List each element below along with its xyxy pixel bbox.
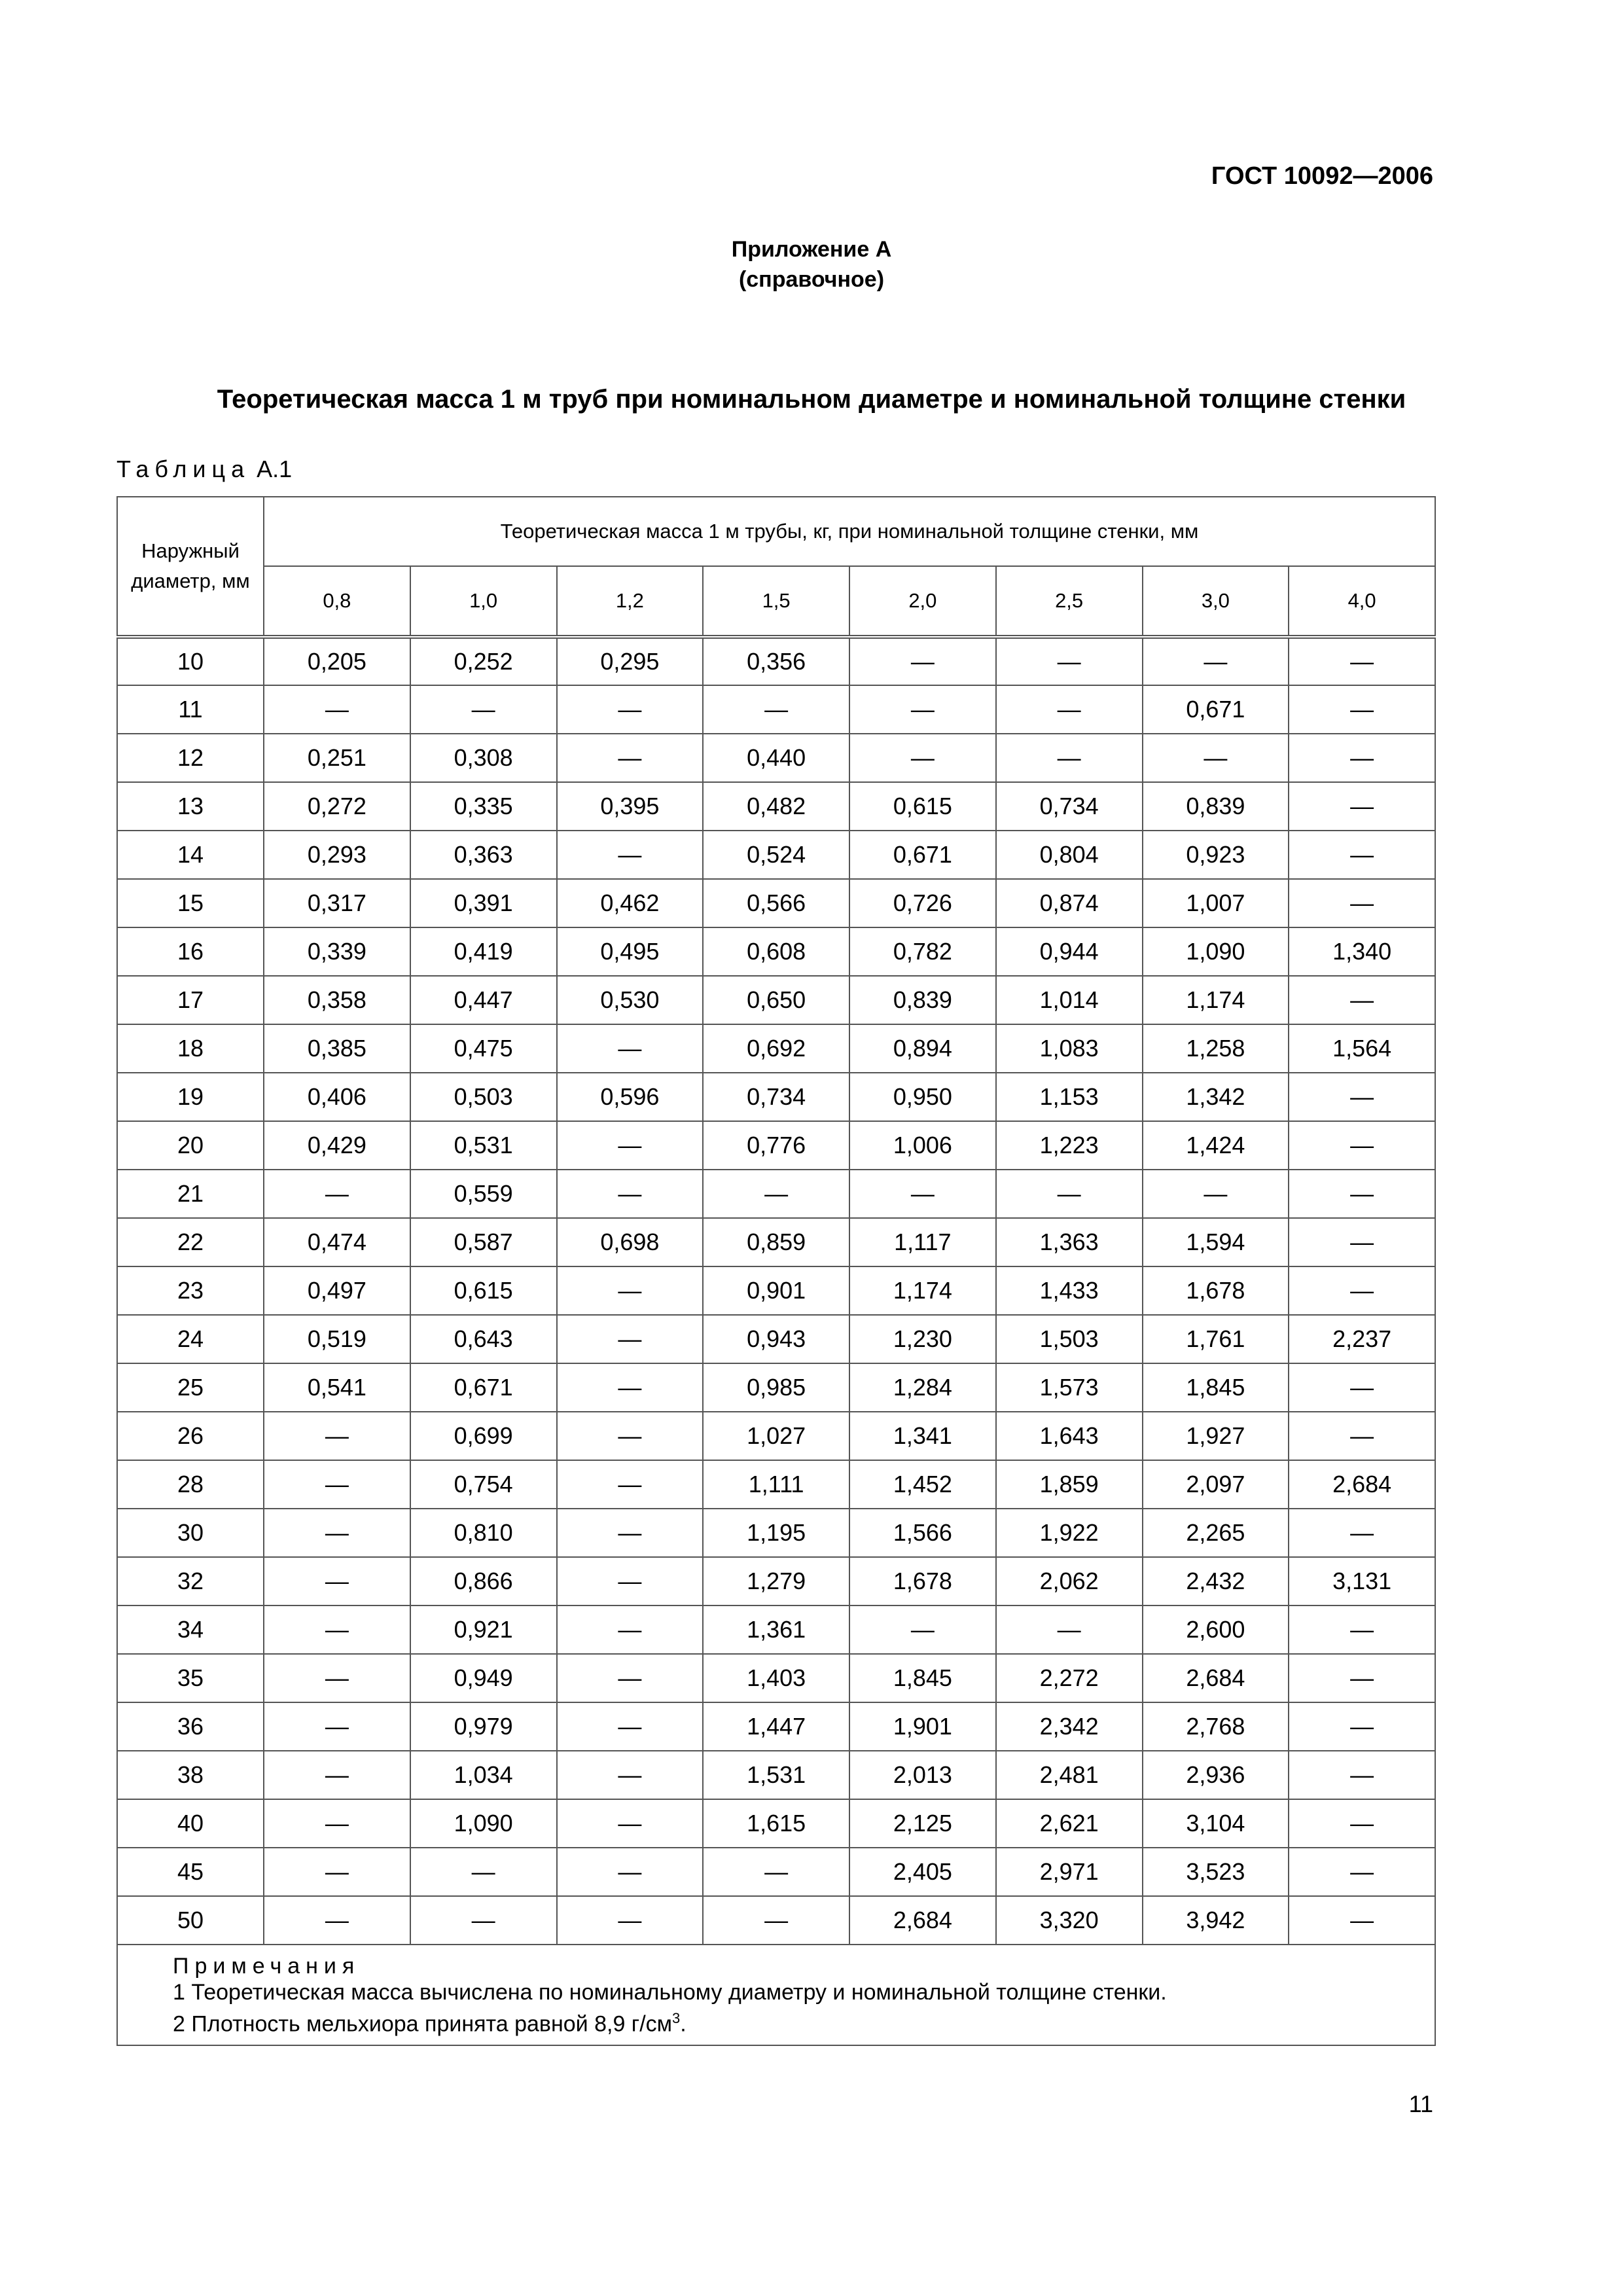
diameter-cell: 24 bbox=[117, 1315, 264, 1363]
mass-cell: — bbox=[703, 1170, 849, 1218]
diameter-cell: 28 bbox=[117, 1460, 264, 1509]
diameter-cell: 38 bbox=[117, 1751, 264, 1799]
mass-cell: 1,452 bbox=[849, 1460, 996, 1509]
mass-cell: 2,432 bbox=[1143, 1557, 1289, 1605]
mass-cell: 0,482 bbox=[703, 782, 849, 831]
mass-cell: 0,923 bbox=[1143, 831, 1289, 879]
mass-cell: 1,433 bbox=[996, 1266, 1143, 1315]
mass-cell: 0,419 bbox=[410, 927, 557, 976]
table-row bbox=[117, 1557, 1435, 1605]
mass-cell: — bbox=[557, 1266, 704, 1315]
mass-cell: 3,942 bbox=[1143, 1896, 1289, 1945]
mass-cell: 0,901 bbox=[703, 1266, 849, 1315]
mass-cell: — bbox=[264, 1896, 410, 1945]
diameter-cell: 17 bbox=[117, 976, 264, 1024]
mass-cell: 0,671 bbox=[410, 1363, 557, 1412]
annex-title: Приложение А bbox=[731, 237, 892, 262]
mass-cell: 0,804 bbox=[996, 831, 1143, 879]
mass-cell: 2,684 bbox=[1289, 1460, 1435, 1509]
mass-cell: — bbox=[1143, 637, 1289, 685]
mass-cell: 1,014 bbox=[996, 976, 1143, 1024]
mass-cell: 0,692 bbox=[703, 1024, 849, 1073]
mass-cell: — bbox=[1289, 637, 1435, 685]
mass-cell: 2,237 bbox=[1289, 1315, 1435, 1363]
notes-header: Примечания bbox=[173, 1954, 361, 1979]
table-row bbox=[117, 685, 1435, 734]
diameter-cell: 25 bbox=[117, 1363, 264, 1412]
mass-cell: 1,503 bbox=[996, 1315, 1143, 1363]
mass-cell: — bbox=[1289, 1605, 1435, 1654]
mass-cell: 0,726 bbox=[849, 879, 996, 927]
mass-cell: — bbox=[996, 1605, 1143, 1654]
mass-cell: 1,447 bbox=[703, 1702, 849, 1751]
mass-cell: — bbox=[1289, 831, 1435, 879]
table-caption-number: А.1 bbox=[257, 456, 293, 482]
mass-cell: — bbox=[1289, 1509, 1435, 1557]
mass-cell: — bbox=[849, 637, 996, 685]
mass-cell: — bbox=[557, 734, 704, 782]
mass-cell: 1,531 bbox=[703, 1751, 849, 1799]
mass-cell: — bbox=[703, 685, 849, 734]
mass-cell: 0,776 bbox=[703, 1121, 849, 1170]
mass-cell: 0,859 bbox=[703, 1218, 849, 1266]
mass-cell: 0,839 bbox=[1143, 782, 1289, 831]
group-header: Теоретическая масса 1 м трубы, кг, при номинальной толщине стенки, мм bbox=[264, 497, 1435, 566]
mass-cell: 1,195 bbox=[703, 1509, 849, 1557]
mass-cell: 1,901 bbox=[849, 1702, 996, 1751]
mass-cell: 2,342 bbox=[996, 1702, 1143, 1751]
mass-cell: — bbox=[1289, 1412, 1435, 1460]
mass-cell: 0,475 bbox=[410, 1024, 557, 1073]
mass-cell: 1,034 bbox=[410, 1751, 557, 1799]
mass-cell: — bbox=[557, 1363, 704, 1412]
standard-id: ГОСТ 10092—2006 bbox=[1211, 162, 1433, 190]
table-row bbox=[117, 1218, 1435, 1266]
mass-cell: 0,495 bbox=[557, 927, 704, 976]
mass-cell: 0,541 bbox=[264, 1363, 410, 1412]
mass-cell: 0,363 bbox=[410, 831, 557, 879]
table-row bbox=[117, 734, 1435, 782]
mass-cell: 2,125 bbox=[849, 1799, 996, 1848]
mass-cell: 0,985 bbox=[703, 1363, 849, 1412]
mass-cell: 1,564 bbox=[1289, 1024, 1435, 1073]
thickness-header: 3,0 bbox=[1143, 566, 1289, 637]
mass-cell: 0,395 bbox=[557, 782, 704, 831]
mass-cell: — bbox=[557, 831, 704, 879]
mass-cell: — bbox=[264, 1170, 410, 1218]
mass-cell: 0,272 bbox=[264, 782, 410, 831]
mass-cell: 1,340 bbox=[1289, 927, 1435, 976]
diameter-cell: 35 bbox=[117, 1654, 264, 1702]
density-exponent: 3 bbox=[672, 2010, 681, 2026]
mass-cell: 2,265 bbox=[1143, 1509, 1289, 1557]
mass-cell: — bbox=[849, 685, 996, 734]
thickness-header: 0,8 bbox=[264, 566, 410, 637]
mass-cell: — bbox=[264, 1557, 410, 1605]
diameter-cell: 34 bbox=[117, 1605, 264, 1654]
mass-cell: 1,027 bbox=[703, 1412, 849, 1460]
table-row bbox=[117, 1121, 1435, 1170]
mass-cell: 2,272 bbox=[996, 1654, 1143, 1702]
mass-cell: — bbox=[1289, 1702, 1435, 1751]
mass-cell: 1,006 bbox=[849, 1121, 996, 1170]
mass-cell: — bbox=[1289, 1363, 1435, 1412]
mass-cell: — bbox=[1289, 879, 1435, 927]
mass-cell: — bbox=[264, 1751, 410, 1799]
table-row bbox=[117, 1654, 1435, 1702]
mass-cell: 0,587 bbox=[410, 1218, 557, 1266]
mass-cell: — bbox=[557, 1557, 704, 1605]
mass-cell: — bbox=[996, 734, 1143, 782]
mass-cell: — bbox=[557, 1605, 704, 1654]
diameter-cell: 26 bbox=[117, 1412, 264, 1460]
mass-cell: 2,097 bbox=[1143, 1460, 1289, 1509]
mass-cell: 0,810 bbox=[410, 1509, 557, 1557]
mass-cell: 0,650 bbox=[703, 976, 849, 1024]
mass-cell: 2,013 bbox=[849, 1751, 996, 1799]
diameter-cell: 12 bbox=[117, 734, 264, 782]
mass-cell: — bbox=[264, 1654, 410, 1702]
mass-cell: 1,258 bbox=[1143, 1024, 1289, 1073]
mass-cell: 1,174 bbox=[1143, 976, 1289, 1024]
table-row bbox=[117, 782, 1435, 831]
mass-cell: 1,361 bbox=[703, 1605, 849, 1654]
mass-cell: 1,424 bbox=[1143, 1121, 1289, 1170]
mass-cell: — bbox=[1289, 782, 1435, 831]
mass-cell: 1,363 bbox=[996, 1218, 1143, 1266]
mass-cell: — bbox=[557, 1460, 704, 1509]
mass-table bbox=[116, 496, 1436, 2046]
mass-cell: 1,845 bbox=[1143, 1363, 1289, 1412]
mass-cell: 2,600 bbox=[1143, 1605, 1289, 1654]
table-row bbox=[117, 1848, 1435, 1896]
mass-cell: 1,090 bbox=[1143, 927, 1289, 976]
mass-cell: 1,341 bbox=[849, 1412, 996, 1460]
mass-cell: — bbox=[264, 1412, 410, 1460]
table-row bbox=[117, 1266, 1435, 1315]
mass-cell: — bbox=[264, 1605, 410, 1654]
mass-cell: — bbox=[557, 1170, 704, 1218]
mass-cell: — bbox=[703, 1848, 849, 1896]
table-row bbox=[117, 1460, 1435, 1509]
mass-cell: — bbox=[1143, 1170, 1289, 1218]
diameter-cell: 36 bbox=[117, 1702, 264, 1751]
mass-cell: 1,859 bbox=[996, 1460, 1143, 1509]
diameter-cell: 32 bbox=[117, 1557, 264, 1605]
table-notes bbox=[117, 1945, 1435, 2045]
mass-cell: — bbox=[1289, 1218, 1435, 1266]
mass-cell: 0,385 bbox=[264, 1024, 410, 1073]
table-row bbox=[117, 1073, 1435, 1121]
mass-cell: — bbox=[557, 1702, 704, 1751]
thickness-header: 2,5 bbox=[996, 566, 1143, 637]
mass-cell: — bbox=[264, 1848, 410, 1896]
mass-cell: — bbox=[1289, 685, 1435, 734]
diameter-cell: 19 bbox=[117, 1073, 264, 1121]
mass-cell: 1,566 bbox=[849, 1509, 996, 1557]
diameter-cell: 22 bbox=[117, 1218, 264, 1266]
mass-cell: 1,111 bbox=[703, 1460, 849, 1509]
table-row bbox=[117, 1702, 1435, 1751]
mass-cell: 0,671 bbox=[849, 831, 996, 879]
page-number: 11 bbox=[1408, 2090, 1433, 2117]
mass-cell: 0,566 bbox=[703, 879, 849, 927]
mass-cell: 0,699 bbox=[410, 1412, 557, 1460]
mass-cell: — bbox=[557, 1315, 704, 1363]
diameter-cell: 21 bbox=[117, 1170, 264, 1218]
mass-cell: 0,524 bbox=[703, 831, 849, 879]
diameter-cell: 15 bbox=[117, 879, 264, 927]
document-title: Теоретическая масса 1 м труб при номинальном диаметре и номинальной толщине стенки bbox=[217, 385, 1406, 414]
mass-cell: 1,174 bbox=[849, 1266, 996, 1315]
mass-cell: 0,474 bbox=[264, 1218, 410, 1266]
mass-cell: 2,062 bbox=[996, 1557, 1143, 1605]
table-row bbox=[117, 1412, 1435, 1460]
mass-cell: — bbox=[1289, 1799, 1435, 1848]
mass-cell: 0,754 bbox=[410, 1460, 557, 1509]
mass-cell: 0,943 bbox=[703, 1315, 849, 1363]
mass-cell: — bbox=[410, 1848, 557, 1896]
mass-cell: 3,320 bbox=[996, 1896, 1143, 1945]
annex-subtitle: (справочное) bbox=[738, 267, 885, 292]
mass-cell: 2,405 bbox=[849, 1848, 996, 1896]
table-row bbox=[117, 1170, 1435, 1218]
table-row bbox=[117, 1605, 1435, 1654]
mass-cell: 0,894 bbox=[849, 1024, 996, 1073]
mass-cell: — bbox=[557, 1024, 704, 1073]
mass-cell: — bbox=[1143, 734, 1289, 782]
mass-cell: — bbox=[264, 1460, 410, 1509]
mass-cell: 0,519 bbox=[264, 1315, 410, 1363]
table-row bbox=[117, 1751, 1435, 1799]
mass-cell: 1,090 bbox=[410, 1799, 557, 1848]
mass-cell: 0,391 bbox=[410, 879, 557, 927]
mass-cell: 0,295 bbox=[557, 637, 704, 685]
mass-cell: — bbox=[1289, 1751, 1435, 1799]
mass-cell: — bbox=[557, 685, 704, 734]
diameter-cell: 45 bbox=[117, 1848, 264, 1896]
mass-cell: — bbox=[557, 1896, 704, 1945]
mass-cell: 0,671 bbox=[1143, 685, 1289, 734]
mass-cell: — bbox=[557, 1509, 704, 1557]
mass-cell: — bbox=[1289, 976, 1435, 1024]
mass-cell: 1,845 bbox=[849, 1654, 996, 1702]
note-item: 1 Теоретическая масса вычислена по номинальному диаметру и номинальной толщине стенки. bbox=[173, 1980, 1167, 2005]
table-row bbox=[117, 1363, 1435, 1412]
diameter-header: Наружный диаметр, мм bbox=[117, 497, 264, 637]
diameter-cell: 16 bbox=[117, 927, 264, 976]
mass-cell: — bbox=[264, 1799, 410, 1848]
table-row bbox=[117, 1315, 1435, 1363]
mass-cell: 0,503 bbox=[410, 1073, 557, 1121]
mass-cell: — bbox=[264, 685, 410, 734]
mass-cell: — bbox=[1289, 1073, 1435, 1121]
mass-cell: — bbox=[849, 1170, 996, 1218]
mass-cell: 0,447 bbox=[410, 976, 557, 1024]
mass-cell: 1,678 bbox=[1143, 1266, 1289, 1315]
mass-cell: 3,523 bbox=[1143, 1848, 1289, 1896]
mass-cell: 0,944 bbox=[996, 927, 1143, 976]
note-end: . bbox=[680, 2011, 687, 2037]
table-row bbox=[117, 976, 1435, 1024]
mass-cell: — bbox=[1289, 1654, 1435, 1702]
thickness-header: 1,0 bbox=[410, 566, 557, 637]
mass-cell: 0,406 bbox=[264, 1073, 410, 1121]
mass-cell: 2,768 bbox=[1143, 1702, 1289, 1751]
mass-cell: — bbox=[996, 1170, 1143, 1218]
mass-cell: 0,335 bbox=[410, 782, 557, 831]
mass-cell: 2,684 bbox=[1143, 1654, 1289, 1702]
table-caption bbox=[116, 456, 292, 483]
mass-cell: 0,615 bbox=[849, 782, 996, 831]
mass-cell: — bbox=[410, 1896, 557, 1945]
mass-cell: 0,497 bbox=[264, 1266, 410, 1315]
mass-cell: — bbox=[849, 1605, 996, 1654]
diameter-cell: 50 bbox=[117, 1896, 264, 1945]
table-row bbox=[117, 1024, 1435, 1073]
mass-cell: 2,621 bbox=[996, 1799, 1143, 1848]
mass-cell: 0,608 bbox=[703, 927, 849, 976]
mass-cell: 1,007 bbox=[1143, 879, 1289, 927]
mass-cell: 1,615 bbox=[703, 1799, 849, 1848]
mass-cell: — bbox=[1289, 1848, 1435, 1896]
mass-cell: — bbox=[264, 1702, 410, 1751]
mass-cell: 0,921 bbox=[410, 1605, 557, 1654]
table-caption-word: Таблица bbox=[116, 456, 251, 482]
mass-cell: 1,761 bbox=[1143, 1315, 1289, 1363]
mass-cell: 0,317 bbox=[264, 879, 410, 927]
mass-cell: 3,104 bbox=[1143, 1799, 1289, 1848]
mass-cell: 1,279 bbox=[703, 1557, 849, 1605]
thickness-header: 1,5 bbox=[703, 566, 849, 637]
mass-cell: 1,594 bbox=[1143, 1218, 1289, 1266]
mass-cell: 1,678 bbox=[849, 1557, 996, 1605]
mass-cell: 1,927 bbox=[1143, 1412, 1289, 1460]
mass-cell: 1,403 bbox=[703, 1654, 849, 1702]
thickness-header: 2,0 bbox=[849, 566, 996, 637]
diameter-cell: 18 bbox=[117, 1024, 264, 1073]
mass-cell: 1,342 bbox=[1143, 1073, 1289, 1121]
mass-cell: 0,252 bbox=[410, 637, 557, 685]
mass-cell: — bbox=[1289, 734, 1435, 782]
mass-cell: — bbox=[996, 685, 1143, 734]
mass-cell: — bbox=[410, 685, 557, 734]
mass-cell: — bbox=[703, 1896, 849, 1945]
mass-cell: — bbox=[264, 1509, 410, 1557]
mass-cell: 2,481 bbox=[996, 1751, 1143, 1799]
mass-cell: 0,782 bbox=[849, 927, 996, 976]
mass-cell: 2,971 bbox=[996, 1848, 1143, 1896]
diameter-cell: 20 bbox=[117, 1121, 264, 1170]
table-row bbox=[117, 1509, 1435, 1557]
diameter-cell: 14 bbox=[117, 831, 264, 879]
mass-cell: 1,223 bbox=[996, 1121, 1143, 1170]
mass-cell: — bbox=[1289, 1896, 1435, 1945]
mass-cell: 0,979 bbox=[410, 1702, 557, 1751]
table-row bbox=[117, 879, 1435, 927]
table-row bbox=[117, 831, 1435, 879]
mass-cell: 0,531 bbox=[410, 1121, 557, 1170]
mass-cell: 0,205 bbox=[264, 637, 410, 685]
diameter-cell: 13 bbox=[117, 782, 264, 831]
mass-cell: 0,698 bbox=[557, 1218, 704, 1266]
mass-cell: — bbox=[557, 1751, 704, 1799]
mass-cell: 0,949 bbox=[410, 1654, 557, 1702]
mass-cell: 1,922 bbox=[996, 1509, 1143, 1557]
mass-cell: 2,936 bbox=[1143, 1751, 1289, 1799]
mass-cell: 1,643 bbox=[996, 1412, 1143, 1460]
mass-cell: 0,251 bbox=[264, 734, 410, 782]
mass-cell: 0,950 bbox=[849, 1073, 996, 1121]
mass-cell: — bbox=[557, 1654, 704, 1702]
mass-cell: 0,358 bbox=[264, 976, 410, 1024]
mass-cell: 0,293 bbox=[264, 831, 410, 879]
diameter-cell: 10 bbox=[117, 637, 264, 685]
mass-cell: 0,866 bbox=[410, 1557, 557, 1605]
mass-cell: 1,573 bbox=[996, 1363, 1143, 1412]
mass-cell: 0,874 bbox=[996, 879, 1143, 927]
mass-cell: 0,462 bbox=[557, 879, 704, 927]
mass-cell: 0,734 bbox=[996, 782, 1143, 831]
diameter-cell: 30 bbox=[117, 1509, 264, 1557]
mass-cell: 0,596 bbox=[557, 1073, 704, 1121]
thickness-header: 1,2 bbox=[557, 566, 704, 637]
table-row bbox=[117, 1896, 1435, 1945]
mass-cell: — bbox=[557, 1121, 704, 1170]
mass-cell: 1,230 bbox=[849, 1315, 996, 1363]
note-item bbox=[173, 2005, 1435, 2037]
table-row bbox=[117, 1799, 1435, 1848]
thickness-header: 4,0 bbox=[1289, 566, 1435, 637]
mass-cell: 2,684 bbox=[849, 1896, 996, 1945]
annex-heading bbox=[0, 234, 1623, 295]
diameter-cell: 11 bbox=[117, 685, 264, 734]
mass-cell: 0,559 bbox=[410, 1170, 557, 1218]
mass-cell: — bbox=[557, 1799, 704, 1848]
table-row bbox=[117, 637, 1435, 685]
mass-cell: 1,284 bbox=[849, 1363, 996, 1412]
mass-cell: — bbox=[1289, 1170, 1435, 1218]
mass-cell: — bbox=[557, 1848, 704, 1896]
mass-cell: 0,839 bbox=[849, 976, 996, 1024]
diameter-cell: 40 bbox=[117, 1799, 264, 1848]
mass-cell: 1,117 bbox=[849, 1218, 996, 1266]
mass-cell: 0,356 bbox=[703, 637, 849, 685]
table-row bbox=[117, 927, 1435, 976]
mass-cell: 0,615 bbox=[410, 1266, 557, 1315]
mass-cell: 1,153 bbox=[996, 1073, 1143, 1121]
mass-cell: — bbox=[557, 1412, 704, 1460]
mass-cell: 0,734 bbox=[703, 1073, 849, 1121]
mass-cell: — bbox=[849, 734, 996, 782]
mass-cell: 0,440 bbox=[703, 734, 849, 782]
mass-cell: 0,643 bbox=[410, 1315, 557, 1363]
note-text: 2 Плотность мельхиора принята равной 8,9 г/см bbox=[173, 2011, 673, 2037]
mass-cell: 3,131 bbox=[1289, 1557, 1435, 1605]
mass-cell: 0,339 bbox=[264, 927, 410, 976]
diameter-cell: 23 bbox=[117, 1266, 264, 1315]
mass-cell: 0,530 bbox=[557, 976, 704, 1024]
mass-cell: — bbox=[996, 637, 1143, 685]
mass-cell: 0,308 bbox=[410, 734, 557, 782]
mass-cell: — bbox=[1289, 1121, 1435, 1170]
mass-cell: 1,083 bbox=[996, 1024, 1143, 1073]
mass-cell: — bbox=[1289, 1266, 1435, 1315]
mass-cell: 0,429 bbox=[264, 1121, 410, 1170]
